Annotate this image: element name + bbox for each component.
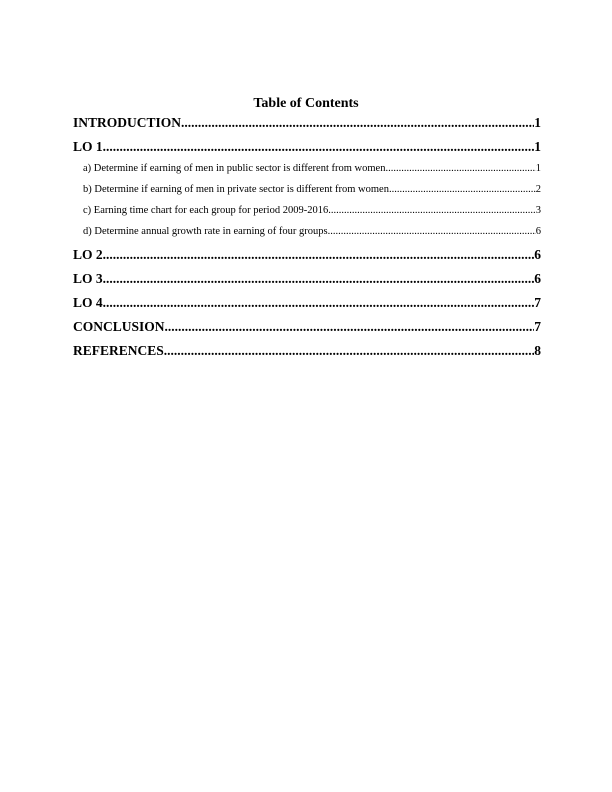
toc-entry-label: b) Determine if earning of men in private sector is different from women — [83, 184, 389, 195]
toc-entry-page: 7 — [534, 319, 541, 334]
table-of-contents — [73, 113, 541, 365]
toc-entry-lo3[interactable] — [73, 269, 541, 293]
toc-entry-conclusion[interactable] — [73, 317, 541, 341]
toc-entry-label: d) Determine annual growth rate in earning of four groups — [83, 226, 328, 237]
toc-entry-page: 6 — [534, 247, 541, 262]
toc-entry-label: a) Determine if earning of men in public sector is different from women — [83, 163, 386, 174]
toc-entry-lo2[interactable] — [73, 245, 541, 269]
toc-entry-label: LO 3 — [73, 271, 103, 286]
toc-entry-introduction[interactable] — [73, 113, 541, 137]
toc-entry-label: LO 1 — [73, 139, 103, 154]
dot-leader — [103, 269, 535, 289]
toc-entry-page: 6 — [535, 226, 541, 237]
toc-entry-lo1-c[interactable] — [73, 203, 541, 224]
dot-leader — [103, 137, 535, 157]
dot-leader — [181, 113, 534, 133]
toc-entry-label: LO 2 — [73, 247, 103, 262]
dot-leader — [389, 182, 536, 198]
toc-entry-page: 3 — [535, 205, 541, 216]
toc-entry-label: REFERENCES — [73, 343, 164, 358]
toc-entry-lo4[interactable] — [73, 293, 541, 317]
toc-entry-label: c) Earning time chart for each group for period 2009-2016 — [83, 205, 329, 216]
dot-leader — [328, 203, 536, 219]
toc-entry-label: LO 4 — [73, 295, 103, 310]
toc-entry-page: 6 — [534, 271, 541, 286]
toc-entry-page: 2 — [535, 184, 541, 195]
dot-leader — [164, 341, 534, 361]
toc-entry-page: 1 — [535, 163, 541, 174]
dot-leader — [103, 293, 535, 313]
toc-entry-lo1-d[interactable] — [73, 224, 541, 245]
dot-leader — [165, 317, 535, 337]
toc-entry-label: INTRODUCTION — [73, 115, 182, 130]
toc-entry-page: 7 — [534, 295, 541, 310]
toc-entry-page: 1 — [534, 115, 541, 130]
dot-leader — [103, 245, 535, 265]
toc-title: Table of Contents — [253, 96, 359, 111]
toc-entry-lo1[interactable] — [73, 137, 541, 161]
toc-entry-label: CONCLUSION — [73, 319, 165, 334]
toc-entry-references[interactable] — [73, 341, 541, 365]
toc-entry-page: 8 — [534, 343, 541, 358]
dot-leader — [328, 224, 536, 240]
toc-entry-lo1-a[interactable] — [73, 161, 541, 182]
toc-entry-lo1-b[interactable] — [73, 182, 541, 203]
toc-entry-page: 1 — [534, 139, 541, 154]
dot-leader — [385, 161, 535, 177]
